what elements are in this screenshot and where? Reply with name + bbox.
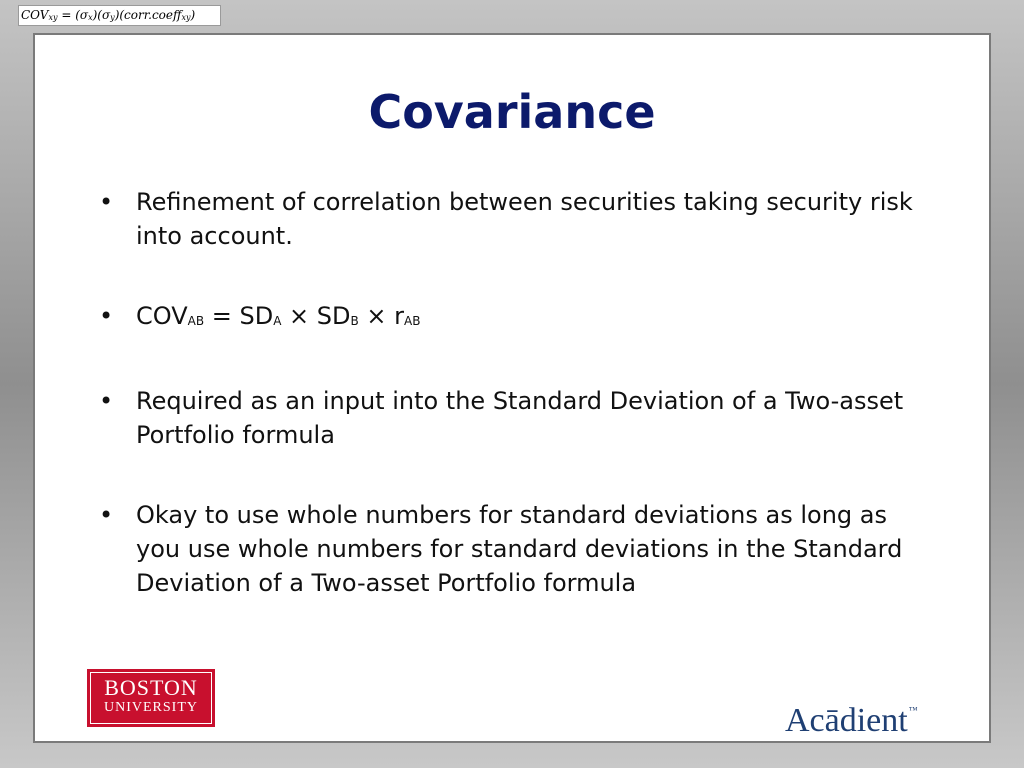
formula-cc-sub: xy bbox=[181, 13, 191, 22]
slide bbox=[33, 33, 991, 743]
trademark-symbol: ™ bbox=[908, 705, 918, 715]
bullet-dot: • bbox=[99, 387, 114, 415]
covariance-formula-image bbox=[18, 5, 221, 26]
formula-part: × r bbox=[358, 302, 404, 330]
formula-cov: COV bbox=[21, 8, 49, 22]
bullet-item bbox=[97, 299, 937, 338]
formula-sub: A bbox=[273, 314, 282, 328]
formula-part: × SD bbox=[281, 302, 351, 330]
formula-cov: COV bbox=[136, 302, 188, 330]
logo-text-boston: BOSTON bbox=[104, 675, 198, 700]
bullet-text: Required as an input into the Standard Deviation of a Two-asset Portfolio formula bbox=[136, 387, 904, 449]
formula-sub: B bbox=[350, 314, 359, 328]
covariance-formula-text bbox=[136, 302, 420, 330]
formula-cov-sub: xy bbox=[48, 13, 58, 22]
formula-part: = SD bbox=[204, 302, 274, 330]
acadient-logo bbox=[785, 690, 918, 741]
formula-sub: AB bbox=[187, 314, 205, 328]
boston-university-logo bbox=[87, 669, 215, 727]
bullet-item bbox=[97, 384, 937, 452]
bullet-dot: • bbox=[99, 302, 114, 330]
formula-mid: = (σ bbox=[57, 8, 89, 22]
bullet-dot: • bbox=[99, 188, 114, 216]
bullet-text: Refinement of correlation between securities taking security risk into account. bbox=[136, 188, 913, 250]
formula-mid3: )(corr.coeff bbox=[114, 8, 182, 22]
bullet-item bbox=[97, 185, 937, 253]
logo-text-university: UNIVERSITY bbox=[104, 700, 198, 715]
formula-sy-sub: y bbox=[110, 13, 115, 22]
acadient-wordmark: Acādient bbox=[785, 702, 908, 739]
bullet-item bbox=[97, 498, 937, 600]
slide-title: Covariance bbox=[368, 85, 656, 139]
formula-end: ) bbox=[190, 8, 196, 22]
formula-sub: AB bbox=[403, 314, 421, 328]
bullet-text: Okay to use whole numbers for standard deviations as long as you use whole numbers for standard deviations in the Standard Deviation of a Two-asset Portfolio formula bbox=[136, 501, 903, 597]
boston-university-logo-frame bbox=[90, 672, 212, 724]
bullet-dot: • bbox=[99, 501, 114, 529]
formula-mid2: )(σ bbox=[92, 8, 111, 22]
bullet-list bbox=[97, 185, 937, 646]
formula-sx-sub: x bbox=[88, 13, 93, 22]
